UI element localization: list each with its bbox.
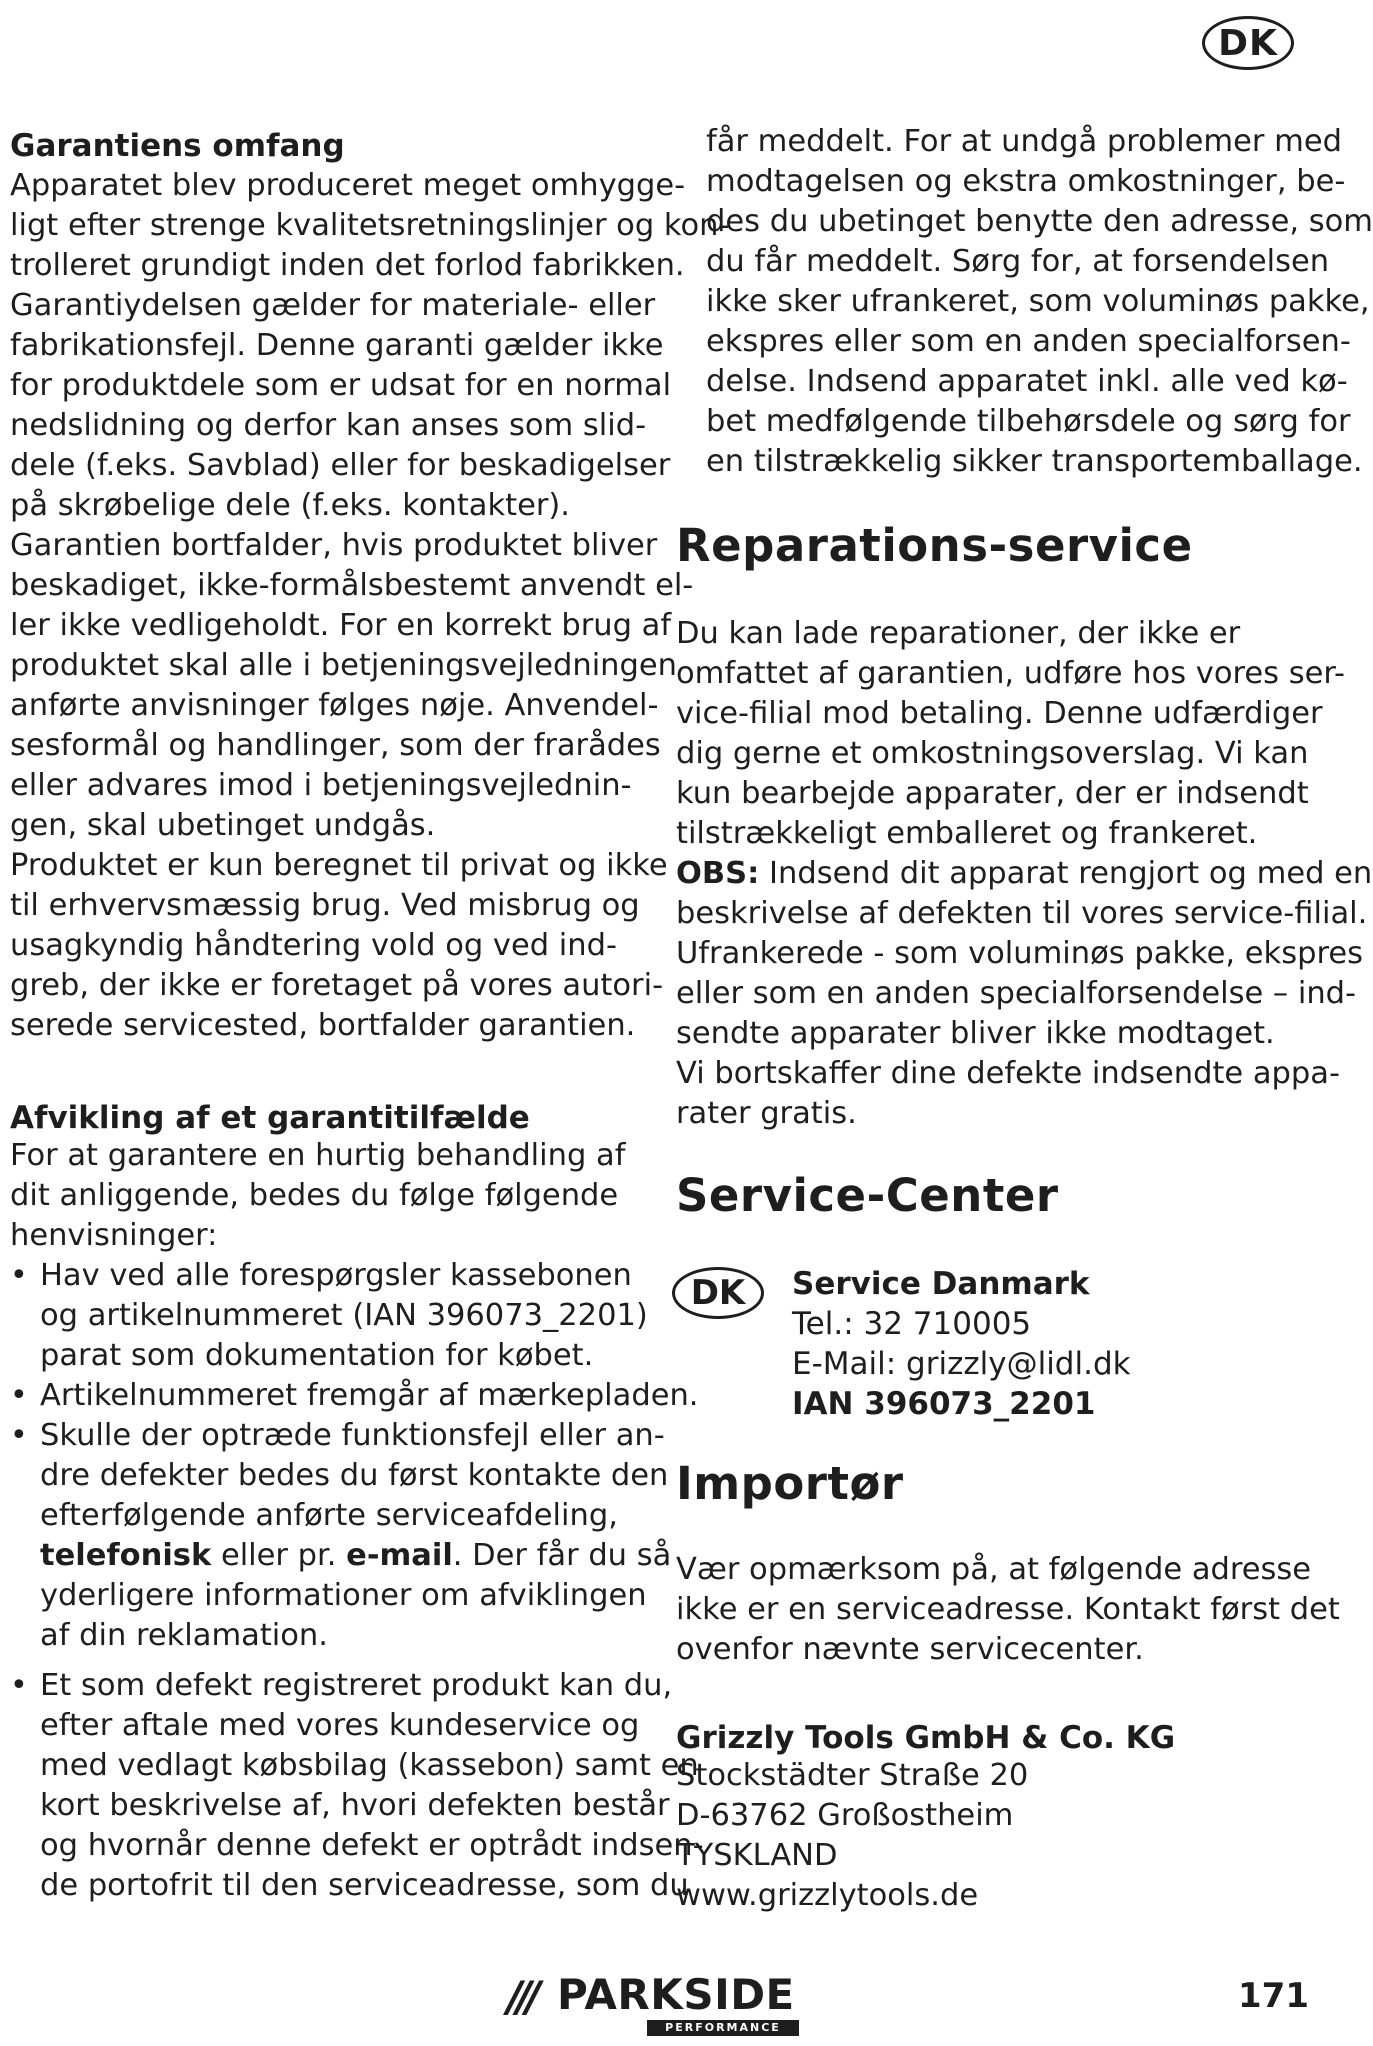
text-line: Vi bortskaffer dine defekte indsendte appa-	[676, 1056, 1340, 1091]
text-line: usagkyndig håndtering vold og ved ind-	[10, 928, 617, 963]
text-line: dit anliggende, bedes du følge følgende	[10, 1178, 619, 1213]
language-badge-dk: DK	[1202, 16, 1294, 70]
text-line: ler ikke vedligeholdt. For en korrekt brug af	[10, 608, 672, 643]
country-badge-dk: DK	[672, 1267, 764, 1319]
text-line: tilstrækkeligt emballeret og frankeret.	[676, 816, 1258, 851]
parkside-logo	[507, 1968, 801, 2040]
text-line: ovenfor nævnte servicecenter.	[676, 1632, 1144, 1667]
text-span: Indsend dit apparat rengjort og med en	[759, 856, 1373, 891]
text-line: produktet skal alle i betjeningsvejledningen	[10, 648, 677, 683]
text-line: trolleret grundigt inden det forlod fabrikken.	[10, 248, 685, 283]
list-item: Hav ved alle forespørgsler kassebonen	[40, 1258, 632, 1293]
text-line: greb, der ikke er foretaget på vores autori-	[10, 968, 664, 1003]
text-line: des du ubetinget benytte den adresse, som	[706, 204, 1373, 239]
text-line: sesformål og handlinger, som der frarådes	[10, 728, 661, 763]
obs-label: OBS:	[676, 856, 760, 891]
text-line: modtagelsen og ekstra omkostninger, be-	[706, 164, 1346, 199]
text-line: beskadiget, ikke-formålsbestemt anvendt el-	[10, 568, 694, 603]
heading-repair-service: Reparations-service	[676, 519, 1193, 572]
phone-label: telefonisk	[40, 1538, 212, 1573]
text-line: Du kan lade reparationer, der ikke er	[676, 616, 1241, 651]
logo-wordmark: PARKSIDE	[557, 1970, 795, 2019]
list-item: kort beskrivelse af, hvori defekten består	[40, 1788, 670, 1823]
list-item: med vedlagt købsbilag (kassebon) samt en	[40, 1748, 699, 1783]
text-span: eller pr.	[211, 1538, 347, 1573]
text-line: gen, skal ubetinget undgås.	[10, 808, 436, 843]
text-line: dig gerne et omkostningsoverslag. Vi kan	[676, 736, 1309, 771]
text-line: henvisninger:	[10, 1218, 218, 1253]
address-line: D-63762 Großostheim	[676, 1798, 1014, 1833]
text-line: dele (f.eks. Savblad) eller for beskadigelser	[10, 448, 671, 483]
text-line: ikke sker ufrankeret, som voluminøs pakke,	[706, 284, 1370, 319]
address-line: Stockstädter Straße 20	[676, 1758, 1029, 1793]
text-line: fabrikationsfejl. Denne garanti gælder ikke	[10, 328, 664, 363]
email-label: e-mail	[346, 1538, 453, 1573]
text-line: til erhvervsmæssig brug. Ved misbrug og	[10, 888, 640, 923]
bullet-icon: •	[10, 1378, 28, 1413]
heading-importer: Importør	[676, 1457, 904, 1510]
heading-warranty-scope: Garantiens omfang	[10, 128, 345, 164]
list-item	[40, 1536, 671, 1576]
text-line: på skrøbelige dele (f.eks. kontakter).	[10, 488, 571, 523]
text-line: beskrivelse af defekten til vores service-filial.	[676, 896, 1368, 931]
text-line: bet medfølgende tilbehørsdele og sørg for	[706, 404, 1351, 439]
logo-slashes: ///	[507, 1972, 536, 2021]
list-item: Artikelnummeret fremgår af mærkepladen.	[40, 1378, 699, 1413]
heading-service-center: Service-Center	[676, 1169, 1059, 1222]
text-line: For at garantere en hurtig behandling af	[10, 1138, 626, 1173]
text-line: nedslidning og derfor kan anses som slid-	[10, 408, 647, 443]
list-item: af din reklamation.	[40, 1618, 328, 1653]
text-line: får meddelt. For at undgå problemer med	[706, 124, 1342, 159]
text-line: eller som en anden specialforsendelse – ind-	[676, 976, 1357, 1011]
list-item: efterfølgende anførte serviceafdeling,	[40, 1498, 618, 1533]
text-span: . Der får du så	[452, 1538, 672, 1573]
text-line: du får meddelt. Sørg for, at forsendelsen	[706, 244, 1330, 279]
bullet-icon: •	[10, 1258, 28, 1293]
text-line	[676, 854, 1372, 894]
text-line: omfattet af garantien, udføre hos vores ser-	[676, 656, 1345, 691]
text-line: serede servicested, bortfalder garantien.	[10, 1008, 636, 1043]
text-line: anførte anvisninger følges nøje. Anvendel-	[10, 688, 659, 723]
list-item: Skulle der optræde funktionsfejl eller an-	[40, 1418, 665, 1453]
list-item: yderligere informationer om afviklingen	[40, 1578, 647, 1613]
list-item: Et som defekt registreret produkt kan du,	[40, 1668, 673, 1703]
service-phone: Tel.: 32 710005	[792, 1306, 1032, 1342]
bullet-icon: •	[10, 1668, 28, 1703]
text-line: delse. Indsend apparatet inkl. alle ved kø-	[706, 364, 1348, 399]
text-line: ikke er en serviceadresse. Kontakt først det	[676, 1592, 1340, 1627]
text-line: Garantien bortfalder, hvis produktet bliver	[10, 528, 658, 563]
text-line: Produktet er kun beregnet til privat og ikke	[10, 848, 668, 883]
list-item: parat som dokumentation for købet.	[40, 1338, 594, 1373]
list-item: og artikelnummeret (IAN 396073_2201)	[40, 1298, 648, 1333]
logo-subtitle: PERFORMANCE	[647, 2020, 799, 2036]
importer-company-name: Grizzly Tools GmbH & Co. KG	[676, 1720, 1176, 1756]
address-line: TYSKLAND	[676, 1838, 838, 1873]
text-line: Vær opmærksom på, at følgende adresse	[676, 1552, 1312, 1587]
list-item: og hvornår denne defekt er optrådt indsen-	[40, 1828, 704, 1863]
text-line: for produktdele som er udsat for en normal	[10, 368, 672, 403]
service-name: Service Danmark	[792, 1266, 1090, 1302]
text-line: eller advares imod i betjeningsvejlednin-	[10, 768, 632, 803]
website-link[interactable]: www.grizzlytools.de	[676, 1878, 979, 1913]
service-email[interactable]: E-Mail: grizzly@lidl.dk	[792, 1346, 1131, 1382]
text-line: rater gratis.	[676, 1096, 857, 1131]
text-line: ligt efter strenge kvalitetsretningslinjer og kon-	[10, 208, 730, 243]
bullet-icon: •	[10, 1418, 28, 1453]
service-ian: IAN 396073_2201	[792, 1386, 1096, 1422]
text-line: Garantiydelsen gælder for materiale- eller	[10, 288, 656, 323]
text-line: en tilstrækkelig sikker transportemballage.	[706, 444, 1363, 479]
text-line: sendte apparater bliver ikke modtaget.	[676, 1016, 1275, 1051]
text-line: kun bearbejde apparater, der er indsendt	[676, 776, 1309, 811]
list-item: dre defekter bedes du først kontakte den	[40, 1458, 669, 1493]
page-number: 171	[1238, 1976, 1309, 2016]
text-line: vice-filial mod betaling. Denne udfærdiger	[676, 696, 1323, 731]
list-item: efter aftale med vores kundeservice og	[40, 1708, 640, 1743]
heading-warranty-claim: Afvikling af et garantitilfælde	[10, 1100, 530, 1136]
text-line: ekspres eller som en anden specialforsen-	[706, 324, 1351, 359]
text-line: Ufrankerede - som voluminøs pakke, ekspres	[676, 936, 1363, 971]
list-item: de portofrit til den serviceadresse, som du	[40, 1868, 689, 1903]
text-line: Apparatet blev produceret meget omhygge-	[10, 168, 686, 203]
